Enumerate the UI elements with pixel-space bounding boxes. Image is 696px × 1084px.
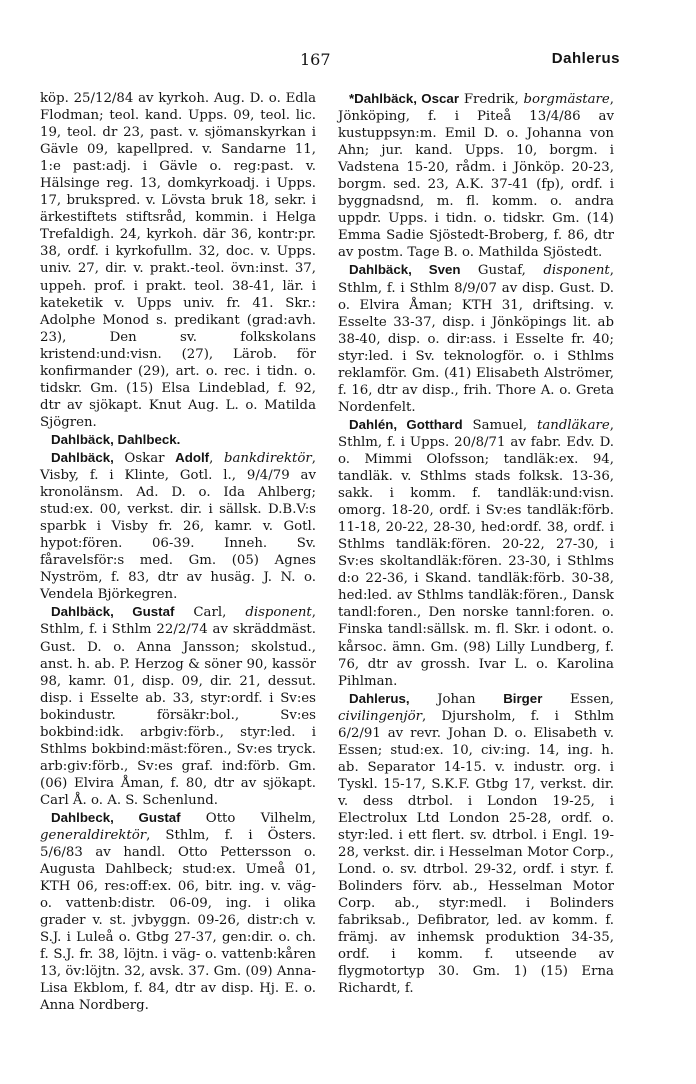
entry-headword: Dahlerus, [349, 690, 410, 706]
directory-entry [338, 90, 614, 261]
directory-entry [40, 809, 316, 1015]
directory-entry [338, 690, 614, 998]
entry-occupation: generaldirektör [40, 828, 147, 844]
entry-text: Otto Vilhelm, [180, 810, 316, 826]
entry-headword: Adolf [175, 449, 210, 465]
entry-occupation: disponent [543, 263, 610, 279]
left-column [40, 90, 316, 1015]
entry-headword: Birger [503, 690, 543, 706]
entry-text: , Sthlm, f. i Sthlm 22/2/74 av skräddmäst. Gust. D. o. Anna Jansson; skolstud., anst. h. ab. P. Herzog & söner 90, kassör 98, kamr. 01, disp. 09, dir. 21, dessut. disp. i Esselte ab. 33, styr:ordf. i Sv:es bokindustr. försäkr:bol., Sv:es bokbind:idk. arbgiv:förb., styr:led. i Sthlms bokbind:mäst:fören., Sv:es tryck. arb:giv:förb., Sv:es graf. ind:förb. Gm. (06) Elvira Åman, f. 80, dtr av sjökapt. Carl Å. o. A. S. Schenlund. [40, 605, 316, 808]
entry-headword: Dahlbäck, Sven [349, 262, 461, 278]
entry-occupation: borgmästare [523, 92, 610, 107]
entry-occupation: bankdirektör [223, 450, 312, 466]
entry-text: Samuel, [462, 417, 538, 433]
entry-text: Carl, [174, 605, 246, 621]
entry-text: , Visby, f. i Klinte, Gotl. l., 9/4/79 av kronolänsm. Ad. D. o. Ida Ahlberg; stud:ex. 00, verkst. dir. i sällsk. D.B.V:s sparbk i Visby fr. 26, kamr. v. Gotl. hypot:fören. 06-39. Inneh. Sv. fåravelsför:s med. Gm. (05) Agnes Nyström, f. 83, dtr av husäg. J. N. o. Vendela Björkegren. [40, 450, 316, 603]
entry-occupation: tandläkare [537, 417, 610, 433]
entry-headword: *Dahlbäck, Oscar [349, 91, 459, 106]
directory-entry [338, 261, 614, 415]
entry-text: köp. 25/12/84 av kyrkoh. Aug. D. o. Edla Flodman; teol. kand. Upps. 09, teol. lic. 19, teol. dr 23, past. v. sjömanskyrkan i Gävle 09, kapellpred. v. Sandarne 11, 1:e past:adj. i Gävle o. reg:past. v. Hälsinge reg. 13, domkyrkoadj. i Upps. 17, brukspred. v. Lövsta bruk 18, sekr. i ärkestiftets stiftsråd, kommin. i Helga Trefaldigh. 24, kyrkoh. där 36, kontr:pr. 38, ordf. i kyrkofullm. 32, doc. v. Upps. univ. 27, dir. v. prakt.-teol. övn:inst. 37, uppeh. prof. i prakt. teol. 38-41, lär. i kateketik v. Upps univ. fr. 41. Skr.: Adolphe Monod s. predikant (grad:avh. 23), Den sv. folkskolans kristend:und:visn. (27), Lärob. för konfirmander (29), art. o. rec. i tidn. o. tidskr. Gm. (15) Elsa Lindeblad, f. 92, dtr av sjökapt. Knut Aug. L. o. Matilda Sjögren. [40, 91, 316, 430]
entry-occupation: disponent [245, 605, 312, 621]
entry-text: Essen, [542, 691, 614, 707]
entry-headword: Dahlbäck, [51, 449, 114, 465]
entry-text: , Sthlm, f. i Östers. 5/6/83 av handl. Otto Pettersson o. Augusta Dahlbeck; stud:ex. Umeå 01, KTH 06, res:off:ex. 06, bitr. ing. v. väg- o. vattenb:distr. 06-09, ing. i olika grader v. st. jvbyggn. 09-26, distr:ch v. S.J. i Luleå o. Gtbg 27-37, gen:dir. o. ch. f. S.J. fr. 38, löjtn. i väg- o. vattenb:kåren 13, öv:löjtn. 32, avsk. 37. Gm. (09) Anna-Lisa Ekblom, f. 84, dtr av disp. Hj. E. o. Anna Nordberg. [40, 828, 316, 1014]
directory-entry [40, 90, 316, 431]
entry-text: Oskar [113, 450, 176, 466]
right-column [338, 90, 614, 997]
directory-entry [338, 416, 614, 690]
page-number: 167 [300, 50, 331, 69]
entry-text: , Sthlm, f. i Sthlm 8/9/07 av disp. Gust. D. o. Elvira Åman; KTH 31, driftsing. v. Esselte 33-37, disp. i Jönköpings lit. ab 38-40, disp. o. dir:ass. i Esselte fr. 40; styr:led. i Sv. teknologför. o. i Sthlms reklamför. Gm. (41) Elisabeth Alströmer, f. 16, dtr av disp., frih. Thore A. o. Greta Nordenfelt. [338, 263, 614, 415]
entry-occupation: civilingenjör [338, 708, 422, 724]
entry-text: , Sthlm, f. i Upps. 20/8/71 av fabr. Edv. D. o. Mimmi Olofsson; tandläk:ex. 94, tandläk. v. Sthlms stads folksk. 13-36, sakk. i komm. f. tandläk:und:visn. omorg. 18-20, ordf. i Sv:es tandläk:förb. 11-18, 20-22, 28-30, hed:ordf. 38, ordf. i Sthlms tandläk:fören. 20-22, 27-30, i Sv:es skoltandläk:fören. 23-30, i Sthlms d:o 22-36, i Skand. tandläk:förb. 30-38, hed:led. av Sthlms tandläk:fören., Dansk tandl:foren., Den norske tannl:foren. o. Finska tandl:sällsk. m. fl. Skr. i odont. o. kårsoc. ämn. Gm. (98) Lilly Lundberg, f. 76, dtr av grossh. Ivar L. o. Karolina Pihlman. [338, 417, 615, 689]
running-head: Dahlerus [551, 50, 620, 67]
entry-text: , Djursholm, f. i Sthlm 6/2/91 av revr. Johan D. o. Elisabeth v. Essen; stud:ex. 10, civ:ing. 14, ing. h. ab. Separator 14-15. v. industr. org. i Tyskl. 15-17, S.K.F. Gtbg 17, verkst. dir. v. dess dtrbol. i London 19-25, i Electrolux Ltd London 25-28, ordf. o. styr:led. i ett flert. sv. dtrbol. i Engl. 19-28, verkst. dir. i Hesselman Motor Corp., Lond. o. sv. dtrbol. 29-32, ordf. i styr. f. Bolinders förv. ab., Hesselman Motor Corp. ab., styr:medl. i Bolinders fabriksab., Defibrator, led. av komm. f. främj. av inhemsk produktion 34-35, ordf. i komm. f. utseende av flygmotortyp 30. Gm. 1) (15) Erna Richardt, f. [338, 708, 614, 997]
directory-entry [40, 603, 316, 809]
directory-entry [40, 431, 316, 449]
entry-text: , [209, 450, 224, 466]
entry-headword: Dahlén, Gotthard [349, 416, 463, 432]
entry-text: Johan [409, 691, 504, 707]
entry-headword: Dahlbeck, Gustaf [51, 809, 181, 825]
entry-text: , Jönköping, f. i Piteå 13/4/86 av kustuppsyn:m. Emil D. o. Johanna von Ahn; jur. kand. Upps. 10, borgm. i Vadstena 15-20, rådm. i Jönköp. 20-23, borgm. sed. 23, A.K. 37-41 (fp), ordf. i byggnadsnd, m. fl. komm. o. andra uppdr. Upps. i tidn. o. tidskr. Gm. (14) Emma Sadie Sjöstedt-Broberg, f. 86, dtr av postm. Tage B. o. Mathilda Sjöstedt. [338, 92, 615, 261]
entry-headword: Dahlbäck, Gustaf [51, 604, 175, 620]
entry-text: Fredrik, [459, 92, 524, 107]
entry-text: Gustaf, [460, 263, 544, 279]
directory-entry [40, 449, 316, 603]
entry-headword: Dahlbäck, Dahlbeck. [51, 431, 181, 447]
